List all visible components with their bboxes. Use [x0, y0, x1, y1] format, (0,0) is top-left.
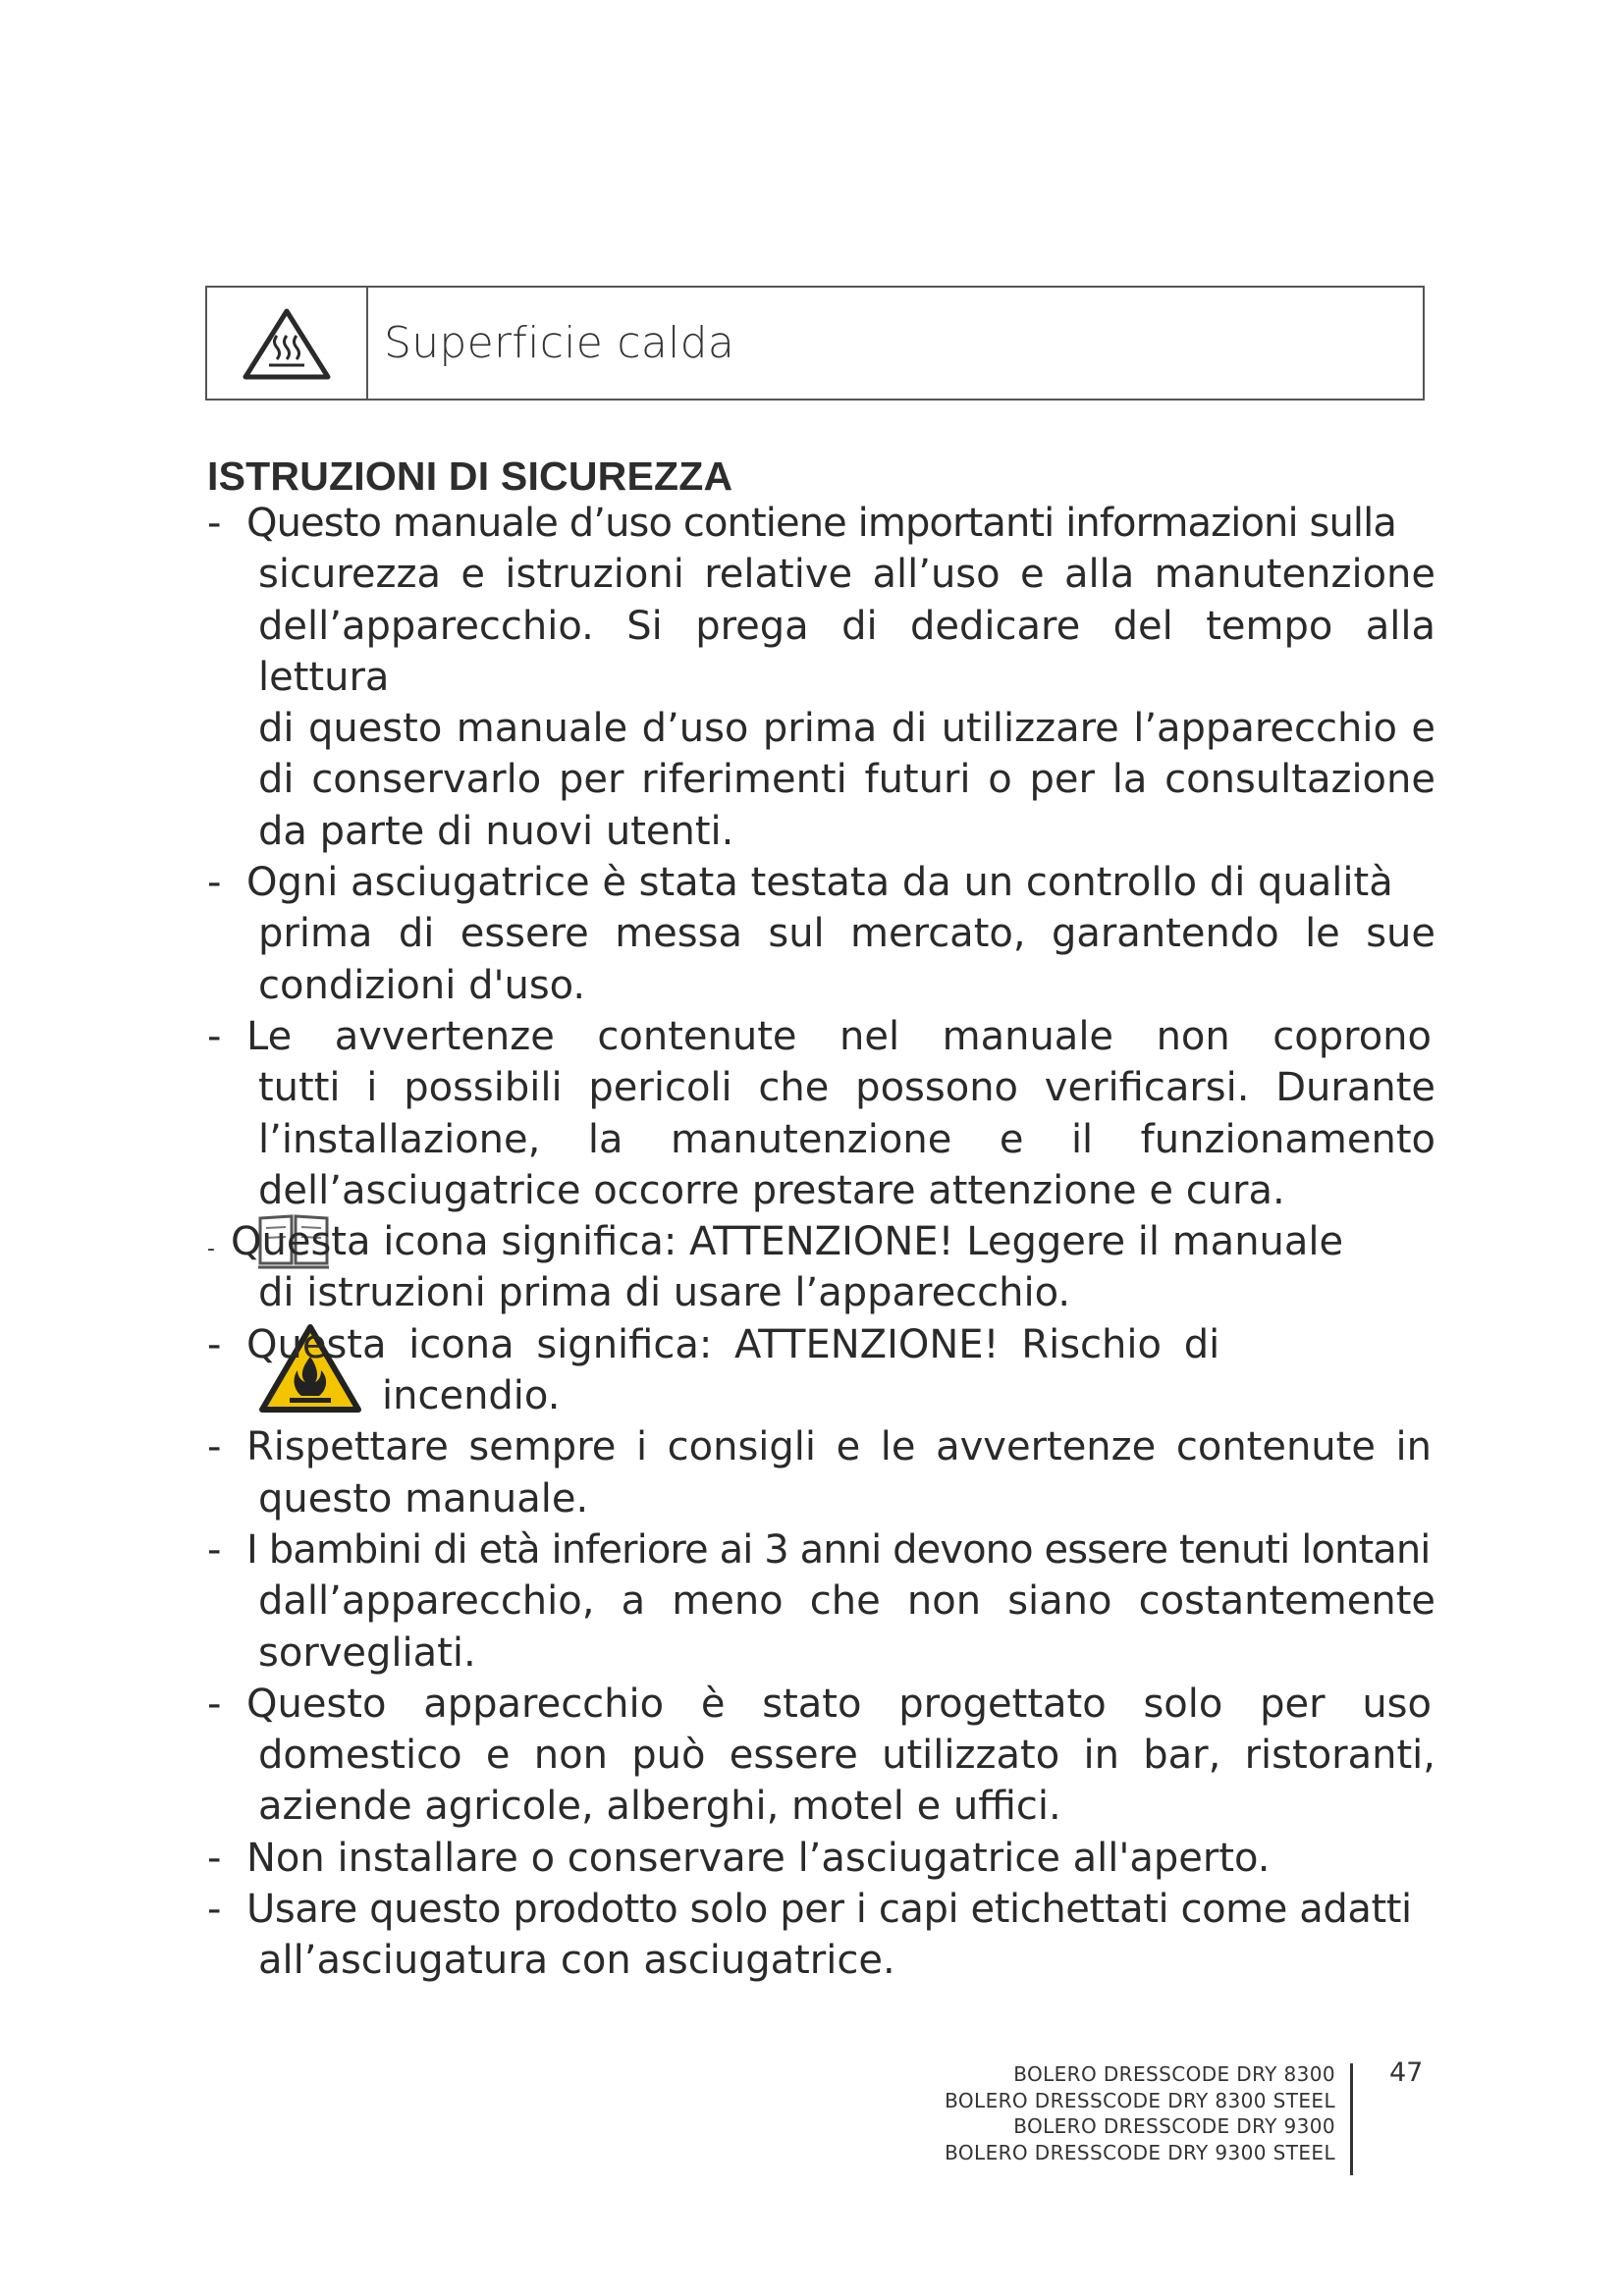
item-text-line: Non installare o conservare l’asciugatrice all'aperto.	[246, 1835, 1271, 1881]
item-text-line: Ogni asciugatrice è stata testata da un controllo di qualità	[246, 860, 1393, 906]
item-text-line: aziende agricole, alberghi, motel e uffici.	[258, 1784, 1061, 1830]
list-item	[207, 1319, 1484, 1422]
bullet-dash: -	[207, 501, 222, 546]
item-text-line: condizioni d'uso.	[258, 962, 586, 1008]
bullet-dash: -	[207, 1835, 222, 1881]
item-text-line: Rispettare sempre i consigli e le avvertenze contenute in	[246, 1424, 1432, 1470]
bullet-dash: -	[207, 1321, 222, 1367]
item-text-line: dall’apparecchio, a meno che non siano costantemente	[258, 1578, 1435, 1625]
list-item	[207, 1524, 1484, 1679]
item-text-line: di istruzioni prima di usare l’apparecchio.	[258, 1270, 1071, 1316]
hot-surface-warning-box	[205, 286, 1425, 400]
safety-instructions-list	[207, 498, 1484, 1987]
bullet-dash: -	[207, 1013, 222, 1059]
bullet-dash: -	[207, 1681, 222, 1727]
item-text-line: tutti i possibili pericoli che possono verificarsi. Durante	[258, 1065, 1435, 1111]
item-text-line: Usare questo prodotto solo per i capi etichettati come adatti	[246, 1887, 1412, 1933]
hot-surface-warning-icon	[242, 306, 332, 381]
bullet-dash: -	[207, 1526, 222, 1573]
section-title: ISTRUZIONI DI SICUREZZA	[207, 454, 733, 499]
item-text-line: Le avvertenze contenute nel manuale non coprono	[246, 1013, 1432, 1059]
item-text-line: domestico e non può essere utilizzato in bar, ristoranti,	[258, 1733, 1435, 1779]
item-text-line: di conservarlo per riferimenti futuri o per la consultazione	[258, 757, 1435, 803]
list-item	[207, 1011, 1484, 1216]
bullet-dash: -	[207, 860, 222, 906]
list-item	[207, 498, 1484, 857]
page-number: 47	[1389, 2057, 1424, 2088]
footer-model: BOLERO DRESSCODE DRY 9300 STEEL	[945, 2140, 1335, 2164]
item-text-line: da parte di nuovi utenti.	[258, 808, 734, 854]
item-text-line: incendio.	[382, 1373, 561, 1419]
list-item	[207, 1216, 1484, 1319]
item-text-line: Questo manuale d’uso contiene importanti informazioni sulla	[246, 501, 1396, 546]
bullet-dash: -	[207, 1237, 215, 1262]
list-item	[207, 1421, 1484, 1524]
list-item	[207, 1833, 1484, 1884]
item-text-line: questo manuale.	[258, 1475, 589, 1522]
item-text-line: di questo manuale d’uso prima di utilizzare l’apparecchio e	[258, 706, 1435, 752]
footer-model-list	[884, 2061, 1335, 2165]
item-text-line: I bambini di età inferiore ai 3 anni devono essere tenuti lontani	[246, 1526, 1431, 1573]
bullet-dash: -	[207, 1424, 222, 1470]
item-text-line: all’asciugatura con asciugatrice.	[258, 1938, 895, 1984]
list-item	[207, 857, 1484, 1011]
item-text-line: Questo apparecchio è stato progettato solo per uso	[246, 1681, 1432, 1727]
warning-icon-cell	[207, 288, 368, 399]
footer-model: BOLERO DRESSCODE DRY 9300	[1013, 2114, 1335, 2138]
item-text-line: Questa icona significa: ATTENZIONE! Leggere il manuale	[231, 1219, 1344, 1265]
list-item	[207, 1679, 1484, 1833]
warning-label: Superficie calda	[384, 318, 735, 368]
footer-model: BOLERO DRESSCODE DRY 8300	[1013, 2062, 1335, 2086]
item-text-line: prima di essere messa sul mercato, garantendo le sue	[258, 911, 1435, 957]
item-text-line: sicurezza e istruzioni relative all’uso e alla manutenzione	[258, 552, 1435, 598]
bullet-dash: -	[207, 1887, 222, 1933]
footer-model: BOLERO DRESSCODE DRY 8300 STEEL	[945, 2088, 1335, 2112]
item-text-line: Questa icona significa: ATTENZIONE! Rischio di	[246, 1321, 1220, 1367]
item-text-line: dell’asciugatrice occorre prestare attenzione e cura.	[258, 1167, 1285, 1213]
item-text-line: l’installazione, la manutenzione e il funzionamento	[258, 1116, 1435, 1162]
list-item	[207, 1884, 1484, 1987]
item-text-line: sorvegliati.	[258, 1629, 476, 1676]
item-text-line: dell’apparecchio. Si prega di dedicare del tempo alla lettura	[258, 603, 1435, 700]
footer-divider	[1350, 2063, 1353, 2175]
